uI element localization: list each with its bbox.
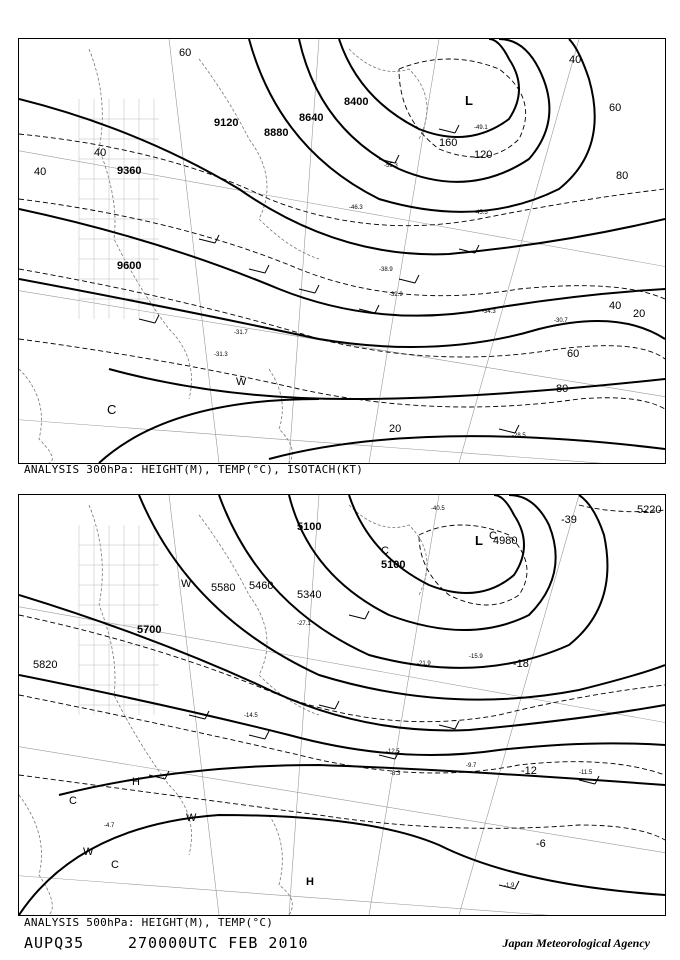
- temp-label: -8.3: [390, 771, 401, 777]
- caption-300hpa: ANALYSIS 300hPa: HEIGHT(M), TEMP(°C), ISOTACH(KT): [24, 463, 364, 476]
- height-label-8400: 8400: [344, 96, 369, 108]
- isotherm-label: -18: [513, 658, 529, 670]
- isotach-label: 120: [474, 149, 493, 161]
- temp-label: -28.5: [512, 433, 526, 439]
- caption-500hpa: ANALYSIS 500hPa: HEIGHT(M), TEMP(°C): [24, 916, 274, 929]
- height-label-5220: 5220: [637, 504, 662, 516]
- temp-label: -49.1: [474, 125, 488, 131]
- temp-label: -55.3: [384, 163, 398, 169]
- wind-barbs: [149, 611, 599, 889]
- height-label-9120: 9120: [214, 117, 239, 129]
- high-center-label: H: [132, 776, 140, 788]
- agency-credit: Japan Meteorological Agency: [502, 936, 650, 950]
- warm-center-label: W: [181, 578, 192, 590]
- cold-center-label: C: [107, 402, 117, 417]
- height-label-5100: 5100: [297, 521, 322, 533]
- isotach-label: 160: [439, 137, 458, 149]
- isotach-label: 40: [34, 166, 47, 178]
- temp-label: -27.1: [297, 621, 311, 627]
- isotach-label: 60: [609, 102, 622, 114]
- warm-center-label: W: [83, 846, 94, 858]
- temp-label: -30.7: [554, 318, 568, 324]
- isotherm-label: -39: [561, 514, 577, 526]
- temp-label: -40.5: [431, 506, 445, 512]
- height-label-5700: 5700: [137, 624, 162, 636]
- chart-id: AUPQ35: [24, 934, 85, 952]
- cold-center-label: C: [381, 545, 389, 557]
- hatch-grid: [79, 99, 159, 319]
- warm-center-label: W: [236, 376, 247, 388]
- temp-label: -15.9: [469, 654, 483, 660]
- map-300hpa-canvas: [19, 39, 665, 463]
- height-label-5820: 5820: [33, 659, 58, 671]
- coastlines: [19, 505, 427, 915]
- height-label-8880: 8880: [264, 127, 289, 139]
- cold-center-label: C: [111, 859, 119, 871]
- temp-label: -46.3: [349, 205, 363, 211]
- height-label-9360: 9360: [117, 165, 142, 177]
- temp-label: -14.5: [244, 713, 258, 719]
- height-label-4980: 4980: [493, 535, 518, 547]
- height-label-9600: 9600: [117, 260, 142, 272]
- isotach-label: 60: [567, 348, 580, 360]
- isotach-label: 80: [616, 170, 629, 182]
- low-center-label: L: [475, 533, 483, 548]
- temp-label: -31.7: [234, 330, 248, 336]
- map-500hpa: [18, 494, 666, 916]
- height-contours: [19, 39, 665, 463]
- height-label-8640: 8640: [299, 112, 324, 124]
- temp-label: -21.9: [417, 661, 431, 667]
- high-center-label: H: [306, 876, 314, 888]
- isotach-label: 40: [569, 54, 582, 66]
- height-label-5340: 5340: [297, 589, 322, 601]
- height-label-5460: 5460: [249, 580, 274, 592]
- temp-label: -31.3: [214, 352, 228, 358]
- temp-label: -9.7: [466, 763, 477, 769]
- temp-label: -4.7: [104, 823, 115, 829]
- height-label-5100: 5100: [381, 559, 406, 571]
- temp-label: -12.5: [386, 749, 400, 755]
- isotach-label: 40: [609, 300, 622, 312]
- map-300hpa: [18, 38, 666, 464]
- isotach-label: 60: [179, 47, 192, 59]
- warm-center-label: W: [186, 812, 197, 824]
- isotherm-label: -12: [521, 765, 537, 777]
- isotach-label: 80: [556, 383, 569, 395]
- temp-label: -11.5: [579, 770, 593, 776]
- temp-label: -34.3: [482, 309, 496, 315]
- temp-label: -32.9: [389, 292, 403, 298]
- low-center-label: L: [465, 93, 473, 108]
- height-label-5580: 5580: [211, 582, 236, 594]
- map-500hpa-canvas: [19, 495, 665, 915]
- isotach-label: 20: [633, 308, 646, 320]
- isotherms: [19, 505, 665, 840]
- isotach-label: 20: [389, 423, 402, 435]
- isotach-label: 40: [94, 147, 107, 159]
- cold-center-label: C: [69, 795, 77, 807]
- temp-label: -45.5: [474, 210, 488, 216]
- cold-center-label: C: [489, 530, 497, 542]
- isotherm-label: -6: [536, 838, 546, 850]
- hatch-grid: [79, 525, 162, 715]
- temp-label: -1.9: [504, 883, 515, 889]
- temp-label: -38.9: [379, 267, 393, 273]
- valid-time: 270000UTC FEB 2010: [128, 934, 309, 952]
